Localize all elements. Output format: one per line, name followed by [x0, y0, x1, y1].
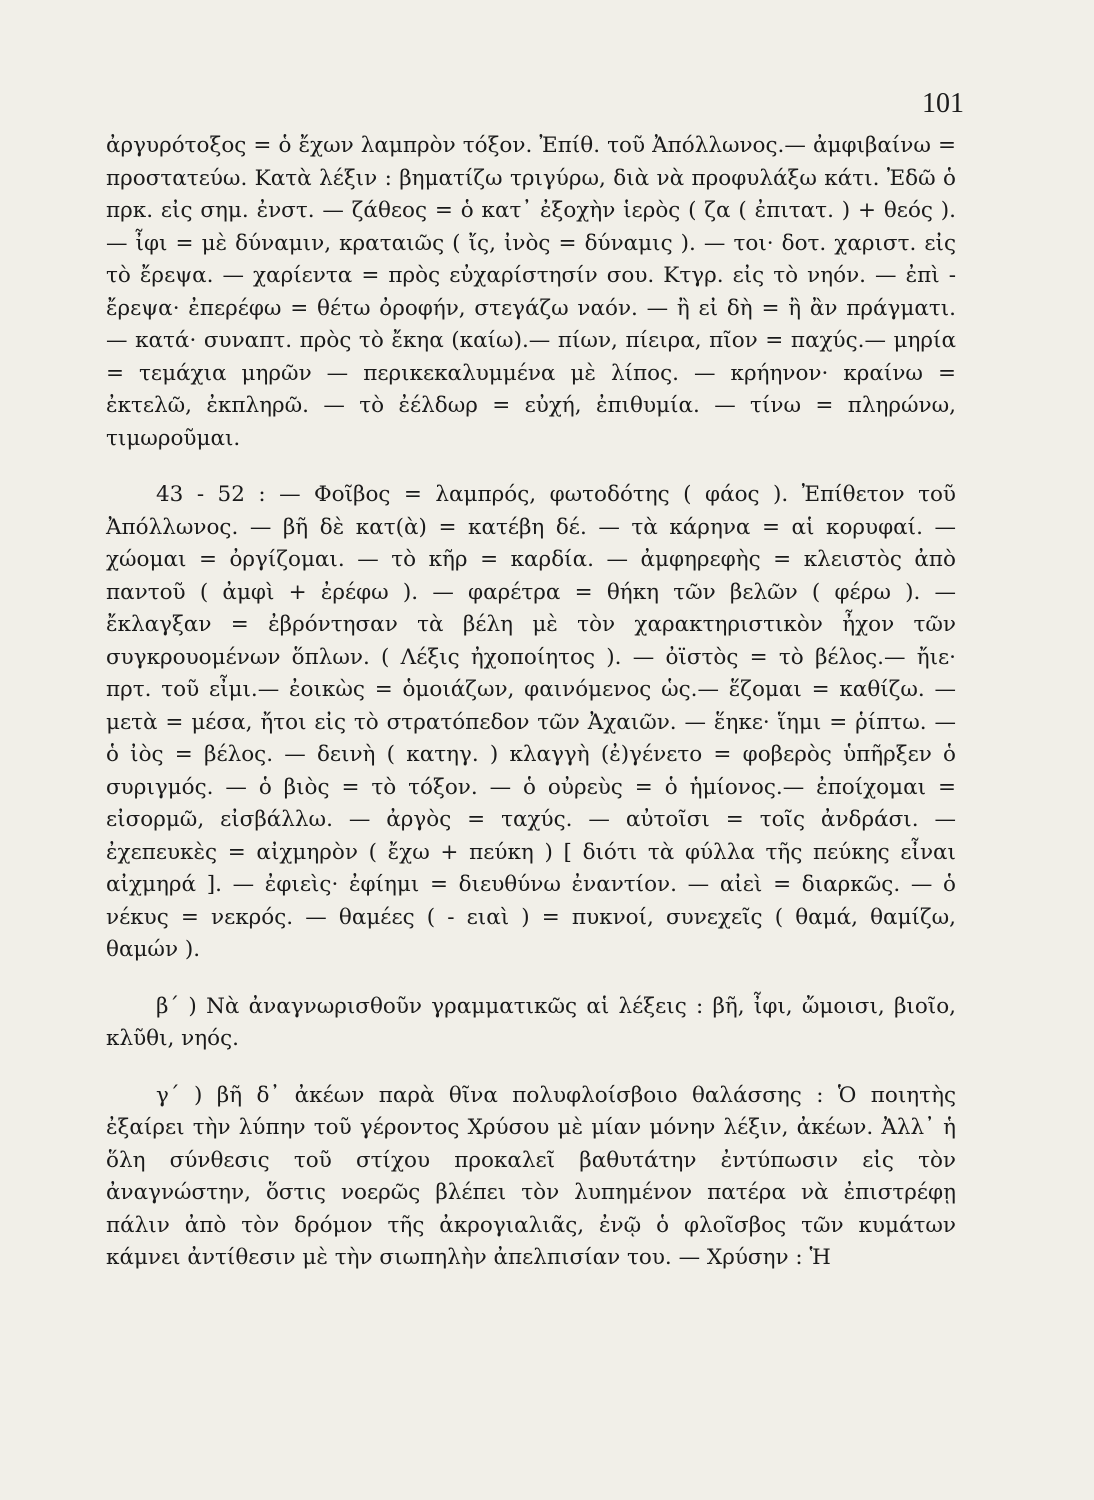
glossary-paragraph-1: ἀργυρότοξος = ὁ ἔχων λαμπρὸν τόξον. Ἐπίθ. τοῦ Ἀπόλλωνος.— ἀμφιβαίνω = προστατεύω. Κατὰ λέξιν : βηματίζω τριγύρω, διὰ νὰ προφυλάξω κάτι. Ἐδῶ ὁ πρκ. εἰς σημ. ἐνστ. — ζάθεος = ὁ κατ᾽ ἐξοχὴν ἱερὸς ( ζα ( ἐπιτατ. ) + θεός ). — ἶφι = μὲ δύναμιν, κραταιῶς ( ἴς, ἰνὸς = δύναμις ). — τοι· δοτ. χαριστ. εἰς τὸ ἔρεψα. — χαρίεντα = πρὸς εὐχαρίστησίν σου. Κτγρ. εἰς τὸ νηόν. — ἐπὶ - ἔρεψα· ἐπερέφω = θέτω ὀροφήν, στεγάζω ναόν. — ἢ εἰ δὴ = ἢ ἂν πράγματι. — κατά· συναπτ. πρὸς τὸ ἔκηα (καίω).— πίων, πίειρα, πῖον = παχύς.— μηρία = τεμάχια μηρῶν — περικεκαλυμμένα μὲ λίπος. — κρήηνον· κραίνω = ἐκτελῶ, ἐκπληρῶ. — τὸ ἐέλδωρ = εὐχή, ἐπιθυμία. — τίνω = πληρώνω, τιμωροῦμαι.	[106, 133, 956, 451]
exercise-b: β΄ ) Νὰ ἀναγνωρισθοῦν γραμματικῶς αἱ λέξεις : βῆ, ἶφι, ὤμοισι, βιοῖο, κλῦθι, νηός.	[106, 993, 956, 1051]
page-number: 101	[922, 88, 964, 119]
exercise-c: γ΄ ) βῆ δ᾽ ἀκέων παρὰ θῖνα πολυφλοίσβοιο θαλάσσης : Ὁ ποιητὴς ἐξαίρει τὴν λύπην τοῦ γέροντος Χρύσου μὲ μίαν μόνην λέξιν, ἀκέων. Ἀλλ᾽ ἡ ὅλη σύνθεσις τοῦ στίχου προκαλεῖ βαθυτάτην ἐντύπωσιν εἰς τὸν ἀναγνώστην, ὅστις νοερῶς βλέπει τὸν λυπημένον πατέρα νὰ ἐπιστρέφῃ πάλιν ἀπὸ τὸν δρόμον τῆς ἀκρογιαλιᾶς, ἐνῷ ὁ φλοῖσβος τῶν κυμάτων κάμνει ἀντίθεσιν μὲ τὴν σιωπηλὴν ἀπελπισίαν του. — Χρύσην : Ἡ	[106, 1082, 956, 1270]
text-body	[106, 130, 956, 1275]
glossary-paragraph-2: 43 - 52 : — Φοῖβος = λαμπρός, φωτοδότης ( φάος ). Ἐπίθετον τοῦ Ἀπόλλωνος. — βῆ δὲ κατ(ὰ) = κατέβη δέ. — τὰ κάρηνα = αἱ κορυφαί. — χώομαι = ὀργίζομαι. — τὸ κῆρ = καρδία. — ἀμφηρεφὴς = κλειστὸς ἀπὸ παντοῦ ( ἀμφὶ + ἐρέφω ). — φαρέτρα = θήκη τῶν βελῶν ( φέρω ). — ἔκλαγξαν = ἐβρόντησαν τὰ βέλη μὲ τὸν χαρακτηριστικὸν ἦχον τῶν συγκρουομένων ὅπλων. ( Λέξις ἠχοποίητος ). — ὀϊστὸς = τὸ βέλος.— ἤιε· πρτ. τοῦ εἶμι.— ἐοικὼς = ὁμοιάζων, φαινόμενος ὡς.— ἕζομαι = καθίζω. — μετὰ = μέσα, ἤτοι εἰς τὸ στρατόπεδον τῶν Ἀχαιῶν. — ἕηκε· ἵημι = ῥίπτω. — ὁ ἰὸς = βέλος. — δεινὴ ( κατηγ. ) κλαγγὴ (ἐ)γένετο = φοβερὸς ὑπῆρξεν ὁ συριγμός. — ὁ βιὸς = τὸ τόξον. — ὁ οὐρεὺς = ὁ ἡμίονος.— ἐποίχομαι = εἰσορμῶ, εἰσβάλλω. — ἀργὸς = ταχύς. — αὐτοῖσι = τοῖς ἀνδράσι. — ἐχεπευκὲς = αἰχμηρὸν ( ἔχω + πεύκη ) [ διότι τὰ φύλλα τῆς πεύκης εἶναι αἰχμηρά ]. — ἐφιεὶς· ἐφίημι = διευθύνω ἐναντίον. — αἰεὶ = διαρκῶς. — ὁ νέκυς = νεκρός. — θαμέες ( - ειαὶ ) = πυκνοί, συνεχεῖς ( θαμά, θαμίζω, θαμών ).	[106, 482, 956, 962]
